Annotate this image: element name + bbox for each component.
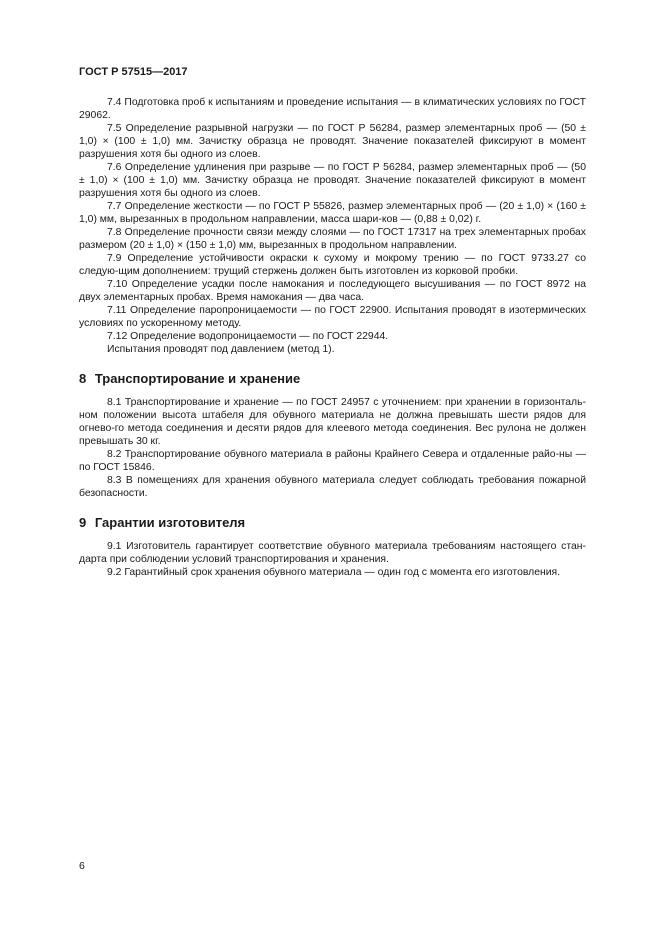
section-8-heading xyxy=(79,372,586,385)
clause-8-1: 8.1 Транспортирование и хранение — по ГОСТ 24957 с уточнением: при хранении в горизонталь-ном положении высота штабеля для обувного материала не должна превышать шести рядов для огнево-го метода соединения и десяти рядов для клеевого метода соединения. Вес рулона не должен превышать 30 кг. xyxy=(79,397,586,447)
clause-7-4: 7.4 Подготовка проб к испытаниям и проведение испытания — в климатических условиях по ГОСТ 29062. xyxy=(79,97,586,121)
clause-7-6: 7.6 Определение удлинения при разрыве — по ГОСТ Р 56284, размер элементарных проб — (50 ± 1,0) × (100 ± 1,0) мм. Зачистку образца не проводят. Значение показателей фиксируют в момент разрушения хотя бы одного из слоев. xyxy=(79,162,586,199)
clause-7-9: 7.9 Определение устойчивости окраски к сухому и мокрому трению — по ГОСТ 9733.27 со следую-щим дополнением: трущий стержень должен быть изготовлен из корковой пробки. xyxy=(79,253,586,277)
clause-8-3: 8.3 В помещениях для хранения обувного материала следует соблюдать требования пожарной безопасности. xyxy=(79,475,586,499)
clause-7-12-note: Испытания проводят под давлением (метод 1). xyxy=(107,344,335,355)
section-9-number: 9 xyxy=(79,515,87,530)
section-9-title: Гарантии изготовителя xyxy=(94,515,246,530)
page-number: 6 xyxy=(79,860,85,872)
clause-7-11: 7.11 Определение паропроницаемости — по ГОСТ 22900. Испытания проводят в изотермических условиях по ускоренному методу. xyxy=(79,305,586,329)
clause-7-8: 7.8 Определение прочности связи между слоями — по ГОСТ 17317 на трех элементарных пробах размером (20 ± 1,0) × (150 ± 1,0) мм, вырезанных в продольном направлении. xyxy=(79,227,586,251)
document-body xyxy=(79,96,586,579)
clause-9-2: 9.2 Гарантийный срок хранения обувного материала — один год с момента его изготовления. xyxy=(107,567,561,578)
section-9-heading xyxy=(79,516,586,529)
clause-9-1: 9.1 Изготовитель гарантирует соответствие обувного материала требованиям настоящего стан-дарта при соблюдении условий транспортирования и хранения. xyxy=(79,541,586,565)
clause-7-10: 7.10 Определение усадки после намокания и последующего высушивания — по ГОСТ 8972 на двух элементарных пробах. Время намокания — два часа. xyxy=(79,279,586,303)
clause-8-2: 8.2 Транспортирование обувного материала в районы Крайнего Севера и отдаленные райо-ны — по ГОСТ 15846. xyxy=(79,449,586,473)
section-8-number: 8 xyxy=(79,371,87,386)
clause-7-7: 7.7 Определение жесткости — по ГОСТ Р 55826, размер элементарных проб — (20 ± 1,0) × (160 ± 1,0) мм, вырезанных в продольном направлении, масса шари-ков — (0,88 ± 0,02) г. xyxy=(79,201,586,225)
clause-7-12: 7.12 Определение водопроницаемости — по ГОСТ 22944. xyxy=(107,331,389,342)
clause-7-5: 7.5 Определение разрывной нагрузки — по ГОСТ Р 56284, размер элементарных проб — (50 ± 1,0) × (100 ± 1,0) мм. Зачистку образца не проводят. Значение показателей фиксируют в момент разрушения хотя бы одного из слоев. xyxy=(79,123,586,160)
document-header: ГОСТ Р 57515—2017 xyxy=(79,66,188,78)
section-8-title: Транспортирование и хранение xyxy=(94,371,301,386)
